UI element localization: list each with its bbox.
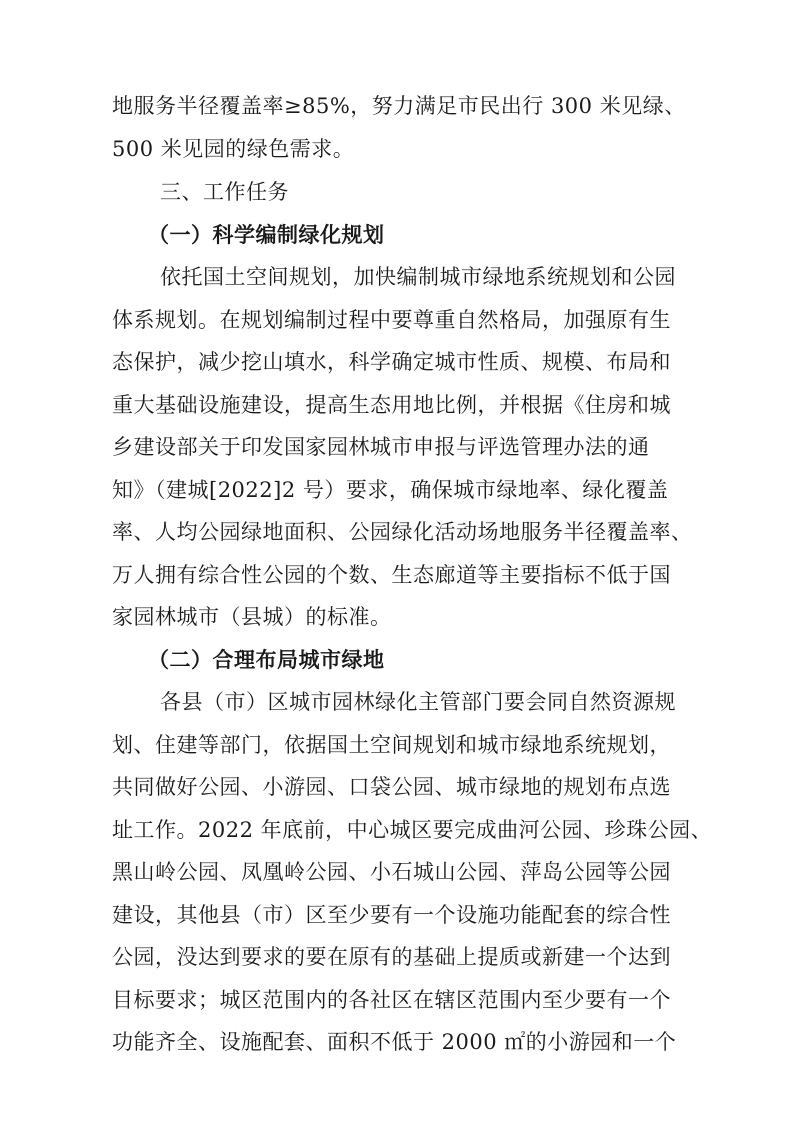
paragraph-line: 依托国土空间规划，加快编制城市绿地系统规划和公园 [160, 265, 676, 289]
paragraph-line: 目标要求；城区范围内的各社区在辖区范围内至少要有一个 [112, 988, 671, 1012]
paragraph-line: 功能齐全、设施配套、面积不低于 2000 ㎡的小游园和一个 [112, 1030, 677, 1054]
paragraph-line: 乡建设部关于印发国家园林城市申报与评选管理办法的通 [112, 435, 650, 459]
paragraph-line: 率、人均公园绿地面积、公园绿化活动场地服务半径覆盖率、 [112, 520, 693, 544]
paragraph-line: 态保护，减少挖山填水，科学确定城市性质、规模、布局和 [112, 350, 671, 374]
paragraph-line: 万人拥有综合性公园的个数、生态廊道等主要指标不低于国 [112, 563, 671, 587]
subsection-heading: （一）科学编制绿化规划 [148, 222, 385, 247]
paragraph-line: 重大基础设施建设，提高生态用地比例，并根据《住房和城 [112, 393, 671, 417]
paragraph-line: 知》（建城[2022]2 号）要求，确保城市绿地率、绿化覆盖 [112, 478, 669, 502]
paragraph-line: 公园，没达到要求的要在原有的基础上提质或新建一个达到 [112, 945, 671, 969]
paragraph-line: 500 米见园的绿色需求。 [112, 137, 355, 161]
subsection-heading: （二）合理布局城市绿地 [148, 647, 385, 672]
section-heading: 三、工作任务 [160, 180, 289, 204]
paragraph-line: 家园林城市（县城）的标准。 [112, 605, 392, 629]
paragraph-line: 共同做好公园、小游园、口袋公园、城市绿地的规划布点选 [112, 775, 671, 799]
paragraph-line: 黑山岭公园、凤凰岭公园、小石城山公园、萍岛公园等公园 [112, 860, 671, 884]
paragraph-line: 地服务半径覆盖率≥85%，努力满足市民出行 300 米见绿、 [112, 94, 686, 118]
paragraph-line: 划、住建等部门，依据国土空间规划和城市绿地系统规划， [112, 733, 671, 757]
paragraph-line: 体系规划。在规划编制过程中要尊重自然格局，加强原有生 [112, 308, 671, 332]
paragraph-line: 址工作。2022 年底前，中心城区要完成曲河公园、珍珠公园、 [112, 818, 713, 842]
paragraph-line: 各县（市）区城市园林绿化主管部门要会同自然资源规 [160, 690, 676, 714]
paragraph-line: 建设，其他县（市）区至少要有一个设施功能配套的综合性 [112, 903, 671, 927]
